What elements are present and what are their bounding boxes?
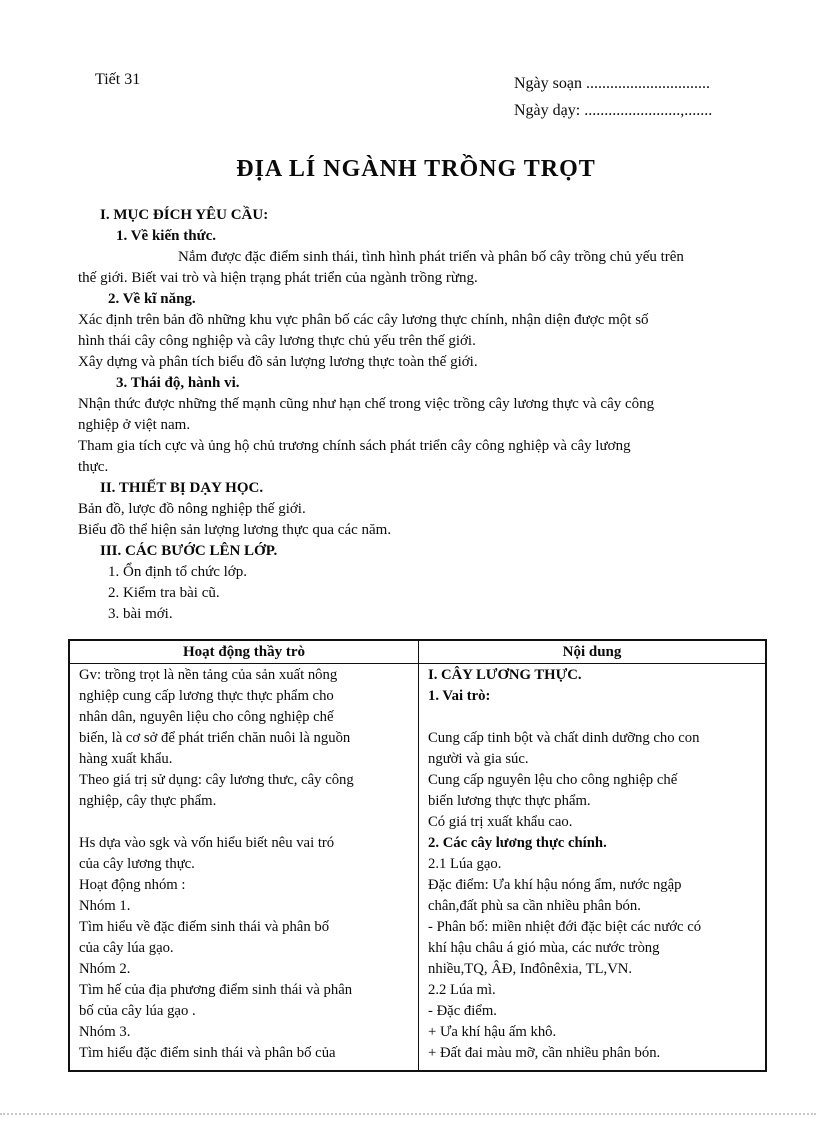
table-left-line: Tìm hiểu đặc điểm sinh thái và phân bố của	[79, 1045, 336, 1061]
body-line: Xác định trên bản đồ những khu vực phân bố các cây lương thực chính, nhận diện được một số	[78, 312, 649, 328]
column-header-content: Nội dung	[419, 640, 767, 664]
table-right-line: + Ưa khí hậu ấm khô.	[428, 1024, 557, 1040]
table-right-line: chân,đất phù sa cần nhiều phân bón.	[428, 898, 641, 914]
lesson-plan-body	[78, 205, 754, 625]
content-sub-heading: 1. Vai trò:	[428, 688, 491, 704]
section-heading: I. MỤC ĐÍCH YÊU CẦU:	[100, 207, 269, 223]
date-taught-field: Ngày dạy: ........................,.......	[514, 102, 713, 119]
table-left-line: nhân dân, nguyên liệu cho công nghiệp chế	[79, 709, 334, 725]
activity-content-table	[68, 639, 767, 1072]
content-cell	[419, 664, 767, 1072]
table-right-line	[428, 707, 759, 728]
table-right-line: + Đất đai màu mỡ, cần nhiều phân bón.	[428, 1045, 661, 1061]
list-item: 2. Kiểm tra bài cũ.	[108, 585, 220, 601]
table-left-line: Hoạt động nhóm :	[79, 877, 186, 893]
table-header-row	[69, 640, 766, 664]
table-left-line: Theo giá trị sử dụng: cây lương thưc, cây công	[79, 772, 354, 788]
sub-heading: 3. Thái độ, hành vi.	[116, 375, 240, 391]
body-line: thế giới. Biết vai trò và hiện trạng phát triển của ngành trồng rừng.	[78, 270, 478, 286]
column-header-activities: Hoạt động thầy trò	[69, 640, 419, 664]
table-left-line	[79, 812, 412, 833]
sub-heading: 2. Về kĩ năng.	[108, 291, 196, 307]
table-left-line: nghiệp, cây thực phẩm.	[79, 793, 217, 809]
page-break-divider	[0, 1113, 816, 1115]
section-heading: II. THIẾT BỊ DẠY HỌC.	[100, 480, 264, 496]
body-line: nghiệp ở việt nam.	[78, 417, 191, 433]
table-left-line: Tìm hế của địa phương điểm sinh thái và phân	[79, 982, 353, 998]
body-line: Nhận thức được những thế mạnh cũng như hạn chế trong việc trồng cây lương thực và cây công	[78, 396, 655, 412]
table-left-line: nghiệp cung cấp lương thực thực phẩm cho	[79, 688, 334, 704]
table-left-line: Nhóm 1.	[79, 898, 131, 914]
table-right-line: Đặc điểm: Ưa khí hậu nóng ẩm, nước ngập	[428, 877, 682, 893]
table-left-line: Hs dựa vào sgk và vốn hiểu biết nêu vai tró	[79, 835, 335, 851]
content-section-heading: I. CÂY LƯƠNG THỰC.	[428, 667, 582, 683]
body-line: hình thái cây công nghiệp và cây lương thực chủ yếu trên thế giới.	[78, 333, 476, 349]
table-right-line: Cung cấp tinh bột và chất dinh dưỡng cho con	[428, 730, 700, 746]
table-left-line: Tìm hiểu về đặc điếm sinh thái và phân bố	[79, 919, 330, 935]
body-line: Nắm được đặc điểm sinh thái, tình hình phát triển và phân bố cây trồng chủ yếu trên	[178, 249, 684, 265]
list-item: 3. bài mới.	[108, 606, 173, 622]
sub-heading: 1. Về kiến thức.	[116, 228, 216, 244]
page-header	[78, 70, 754, 124]
table-right-line: 2.2 Lúa mì.	[428, 982, 496, 998]
table-right-line: Cung cấp nguyên lệu cho công nghiệp chế	[428, 772, 678, 788]
table-left-line: Nhóm 3.	[79, 1024, 131, 1040]
page-title: ĐỊA LÍ NGÀNH TRỒNG TRỌT	[236, 156, 596, 182]
list-item: 1. Ổn định tổ chức lớp.	[108, 564, 247, 580]
table-body-row	[69, 664, 766, 1072]
table-right-line: biến lương thực thực phẩm.	[428, 793, 591, 809]
activities-cell	[69, 664, 419, 1072]
table-left-line: Nhóm 2.	[79, 961, 131, 977]
table-right-line: - Phân bố: miền nhiệt đới đặc biệt các nước có	[428, 919, 702, 935]
table-right-line: người và gia súc.	[428, 751, 529, 767]
body-line: thực.	[78, 459, 109, 475]
table-left-line: của cây lương thực.	[79, 856, 195, 872]
date-prepared-field: Ngày soạn ...............................	[514, 75, 710, 92]
body-line: Xây dựng và phân tích biểu đồ sản lượng lương thực toàn thế giới.	[78, 354, 478, 370]
body-line: Bản đồ, lược đồ nông nghiệp thế giới.	[78, 501, 306, 517]
table-left-line: của cây lúa gạo.	[79, 940, 174, 956]
table-right-line: 2.1 Lúa gạo.	[428, 856, 502, 872]
table-left-line: biến, là cơ sở để phát triển chăn nuôi là nguồn	[79, 730, 351, 746]
body-line: Biểu đồ thể hiện sản lượng lương thực qua các năm.	[78, 522, 392, 538]
table-left-line: Gv: trồng trọt là nền tảng của sản xuất nông	[79, 667, 338, 683]
table-left-line: hàng xuất khẩu.	[79, 751, 173, 767]
table-right-line: - Đặc điểm.	[428, 1003, 497, 1019]
table-right-line: khí hậu châu á gió mùa, các nước tròng	[428, 940, 660, 956]
table-left-line: bố của cây lúa gạo .	[79, 1003, 196, 1019]
content-sub-heading: 2. Các cây lương thực chính.	[428, 835, 607, 851]
table-right-line: Có giá trị xuất khẩu cao.	[428, 814, 573, 830]
section-heading: III. CÁC BƯỚC LÊN LỚP.	[100, 543, 278, 559]
body-line: Tham gia tích cực và ủng hộ chủ trương chính sách phát triển cây công nghiệp và cây lương	[78, 438, 631, 454]
lesson-number: Tiết 31	[95, 71, 141, 88]
table-right-line: nhiều,TQ, ÂĐ, Inđônêxia, TL,VN.	[428, 961, 633, 977]
date-fields	[514, 70, 754, 124]
